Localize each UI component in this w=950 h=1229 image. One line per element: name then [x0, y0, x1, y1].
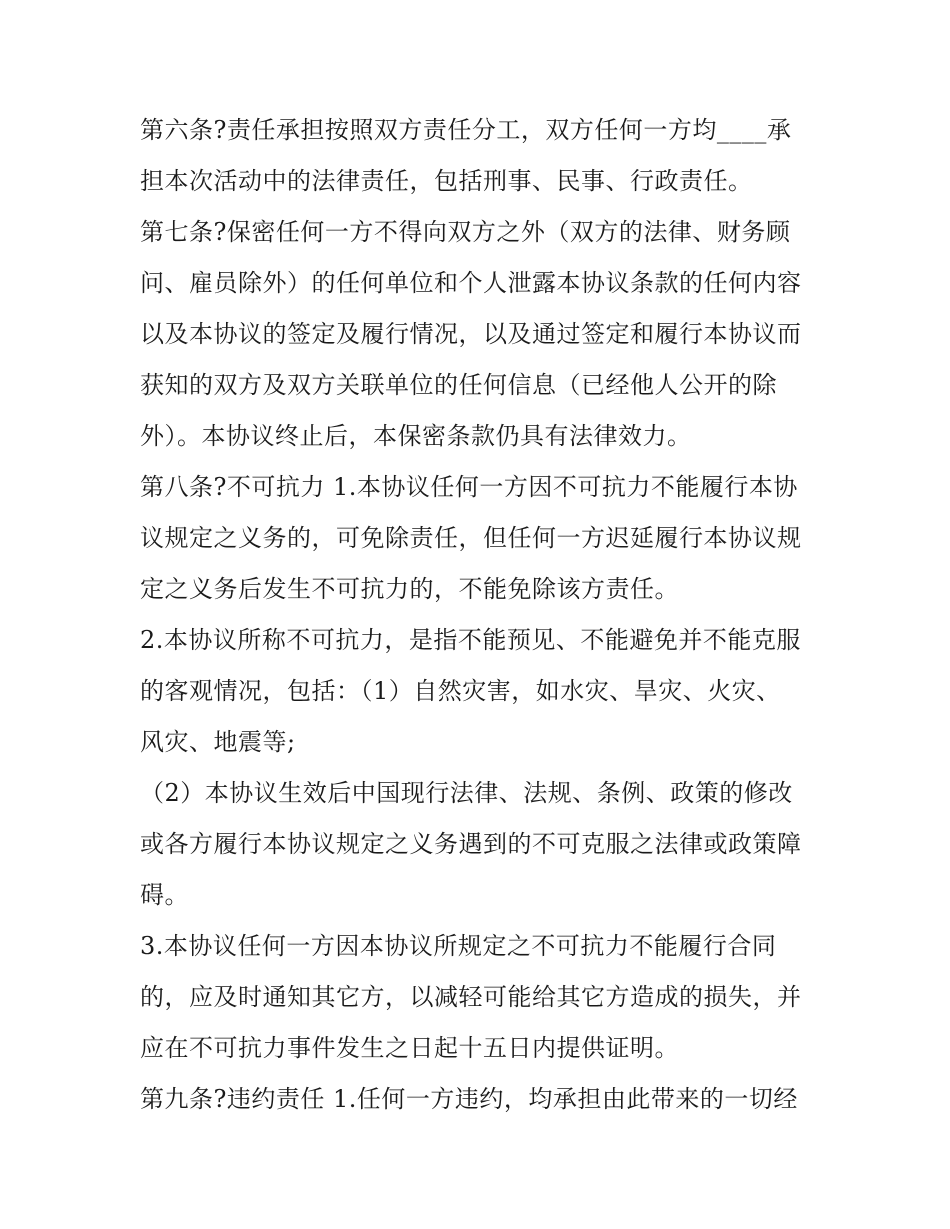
text-line-11: 2.本协议所称不可抗力，是指不能预见、不能避免并不能克服 — [140, 626, 801, 654]
text-line-3: 第七条?保密任何一方不得向双方之外（双方的法律、财务顾 — [140, 218, 791, 246]
text-line-13: 风灾、地震等; — [140, 728, 296, 756]
text-line-7: 外）。本协议终止后，本保密条款仍具有法律效力。 — [140, 422, 692, 450]
text-line-12: 的客观情况，包括：（1）自然灾害，如水灾、旱灾、火灾、 — [140, 677, 781, 705]
text-line-18: 的，应及时通知其它方，以减轻可能给其它方造成的损失，并 — [140, 983, 802, 1011]
text-line-4: 问、雇员除外）的任何单位和个人泄露本协议条款的任何内容 — [140, 269, 802, 297]
text-line-19: 应在不可抗力事件发生之日起十五日内提供证明。 — [140, 1034, 679, 1062]
text-line-8: 第八条?不可抗力 1.本协议任何一方因不可抗力不能履行本协 — [140, 473, 798, 501]
text-line-10: 定之义务后发生不可抗力的，不能免除该方责任。 — [140, 575, 679, 603]
text-line-17: 3.本协议任何一方因本协议所规定之不可抗力不能履行合同 — [140, 932, 777, 960]
text-line-2: 担本次活动中的法律责任，包括刑事、民事、行政责任。 — [140, 167, 753, 195]
text-line-5: 以及本协议的签定及履行情况，以及通过签定和履行本协议而 — [140, 320, 802, 348]
text-line-15: 或各方履行本协议规定之义务遇到的不可克服之法律或政策障 — [140, 830, 802, 858]
text-line-9: 议规定之义务的，可免除责任，但任何一方迟延履行本协议规 — [140, 524, 802, 552]
text-line-14: （2）本协议生效后中国现行法律、法规、条例、政策的修改 — [140, 779, 793, 807]
text-line-1: 第六条?责任承担按照双方责任分工，双方任何一方均____承 — [140, 116, 792, 144]
text-line-20: 第九条?违约责任 1.任何一方违约，均承担由此带来的一切经 — [140, 1085, 798, 1113]
text-line-16: 碍。 — [140, 881, 189, 909]
text-line-6: 获知的双方及双方关联单位的任何信息（已经他人公开的除 — [140, 371, 777, 399]
